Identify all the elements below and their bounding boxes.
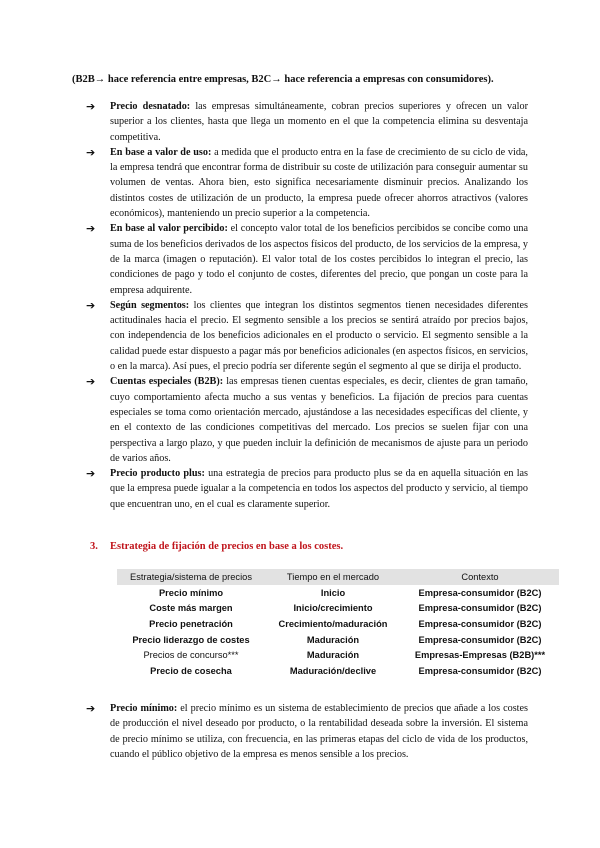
table-row [117, 632, 559, 648]
arrow-icon: ➔ [86, 145, 96, 159]
section-title: Estrategia de fijación de precios en base a los costes. [110, 541, 344, 552]
table-cell: Maduración/declive [289, 665, 377, 676]
term: Precio producto plus: [110, 468, 205, 480]
pricing-strategy-table [117, 569, 559, 679]
table-row [117, 663, 559, 679]
list-item [86, 374, 528, 466]
table-cell: Precio de cosecha [150, 665, 232, 676]
arrow-icon: ➔ [86, 375, 96, 389]
list-item [86, 466, 528, 512]
cost-strategy-list [86, 701, 528, 762]
table-cell: Empresa-consumidor (B2C) [418, 665, 542, 676]
table-cell: Empresas-Empresas (B2B)*** [414, 650, 546, 661]
arrow-icon: ➔ [86, 222, 96, 236]
table-cell: Maduración [306, 650, 360, 661]
definition: a medida que el producto entra en la fase de crecimiento de su ciclo de vida, la empresa tendrá que encontrar forma de distribuir su coste de utilización para conseguir aumentar su volumen de ventas. Ahora bien, esto significa necesariamente disminuir precios. Analizando los distintos costes de utilización de un producto, la empresa puede ofrecer ahorros atractivos (valores económicos), manteniendo un precio superior a la competencia. [110, 146, 528, 220]
term: Cuentas especiales (B2B): [110, 376, 224, 388]
table-cell: Inicio [320, 587, 346, 598]
table-row [117, 647, 559, 663]
section-number: 3. [90, 541, 98, 552]
arrow-icon: ➔ [86, 702, 96, 715]
table-cell: Empresa-consumidor (B2C) [418, 618, 542, 629]
definition: una estrategia de precios para producto plus se da en aquella situación en las que la empresa puede igualar a la competencia en todos los aspectos del producto y servicio, al tiempo que encuentran uno, en el cual es claramente superior. [110, 468, 529, 510]
table-cell: Inicio/crecimiento [293, 603, 373, 614]
table-row [117, 616, 559, 632]
term: Precio mínimo: [110, 703, 178, 714]
column-header: Tiempo en el mercado [265, 569, 401, 585]
column-header: Estrategia/sistema de precios [117, 569, 265, 585]
table-cell: Coste más margen [149, 603, 233, 614]
term: Según segmentos: [110, 299, 190, 311]
list-item [86, 145, 528, 221]
table-cell: Maduración [306, 634, 360, 645]
table-cell: Empresa-consumidor (B2C) [418, 634, 542, 645]
list-item [86, 298, 528, 374]
list-item [86, 221, 528, 297]
term: En base al valor percibido: [110, 223, 228, 235]
table-cell: Precio liderazgo de costes [132, 634, 250, 645]
list-item [86, 701, 528, 762]
column-header: Contexto [401, 569, 559, 585]
definition: los clientes que integran los distintos segmentos tienen necesidades diferentes actitudinales hacia el precio. El segmento sensible a los precios se sentirá atraído por precios bajos, con independencia de los beneficios adicionales en el producto o servicio. El segmento sensible a la calidad puede estar dispuesto a pagar más por beneficios adicionales (en aspectos físicos, en servicios, o en la marca). Así pues, el precio podría ser diferente según el segmento al que se dirija el producto. [110, 299, 528, 373]
intro-note: (B2B→ hace referencia entre empresas, B2C→ hace referencia a empresas con consumidores). [72, 74, 494, 85]
table-row [117, 601, 559, 617]
table-cell: Empresa-consumidor (B2C) [418, 587, 542, 598]
table-cell: Precio penetración [149, 618, 233, 629]
arrow-icon: ➔ [86, 298, 96, 312]
section-heading [90, 541, 343, 552]
arrow-icon: ➔ [86, 100, 96, 113]
definition: las empresas simultáneamente, cobran precios superiores y ofrecen un valor superior a los clientes, hasta que llega un momento en el que la competencia elimina su desventaja competitiva. [110, 101, 528, 143]
term: Precio desnatado: [110, 101, 191, 112]
strategy-list [86, 99, 528, 512]
table-header-row [117, 569, 559, 585]
table-cell: Crecimiento/maduración [278, 618, 388, 629]
term: En base a valor de uso: [110, 146, 212, 158]
table-cell: Precio mínimo [158, 587, 224, 598]
arrow-icon: ➔ [86, 467, 96, 481]
table-cell: Precios de concurso*** [143, 650, 239, 661]
list-item [86, 99, 528, 145]
definition: las empresas tienen cuentas especiales, es decir, clientes de gran tamaño, cuyo comportamiento afecta mucho a sus ventas y beneficios. La fijación de precios para cuentas especiales se toma como orientación mercado, ajustándose a las necesidades específicas del cliente, y en el contexto de las condiciones competitivas del mercado. Los precios se suelen fijar con una perspectiva a largo plazo, y que pueden incluir la definición de mecanismos de ajuste para un periodo de varios años. [110, 376, 528, 464]
table-row [117, 585, 559, 601]
definition: el concepto valor total de los beneficios percibidos se concibe como una suma de los beneficios derivados de los aspectos físicos del producto, de los servicios de la empresa, y de la marca (imagen o reputación). El valor total de los costes percibidos lo integran el precio, las condiciones de pago y todo el conjunto de costes, diferentes del precio, que pongan un coste para la empresa adquirente. [110, 223, 528, 296]
table-cell: Empresa-consumidor (B2C) [418, 603, 542, 614]
definition: el precio mínimo es un sistema de establecimiento de precios que añade a los costes de producción el nivel deseado por producto, o la rentabilidad deseada sobre la inversión. El sistema de precio mínimo se utiliza, con frecuencia, en las primeras etapas del ciclo de vida de los productos, cuando el público objetivo de la empresa es menos sensible a los precios. [110, 703, 528, 760]
